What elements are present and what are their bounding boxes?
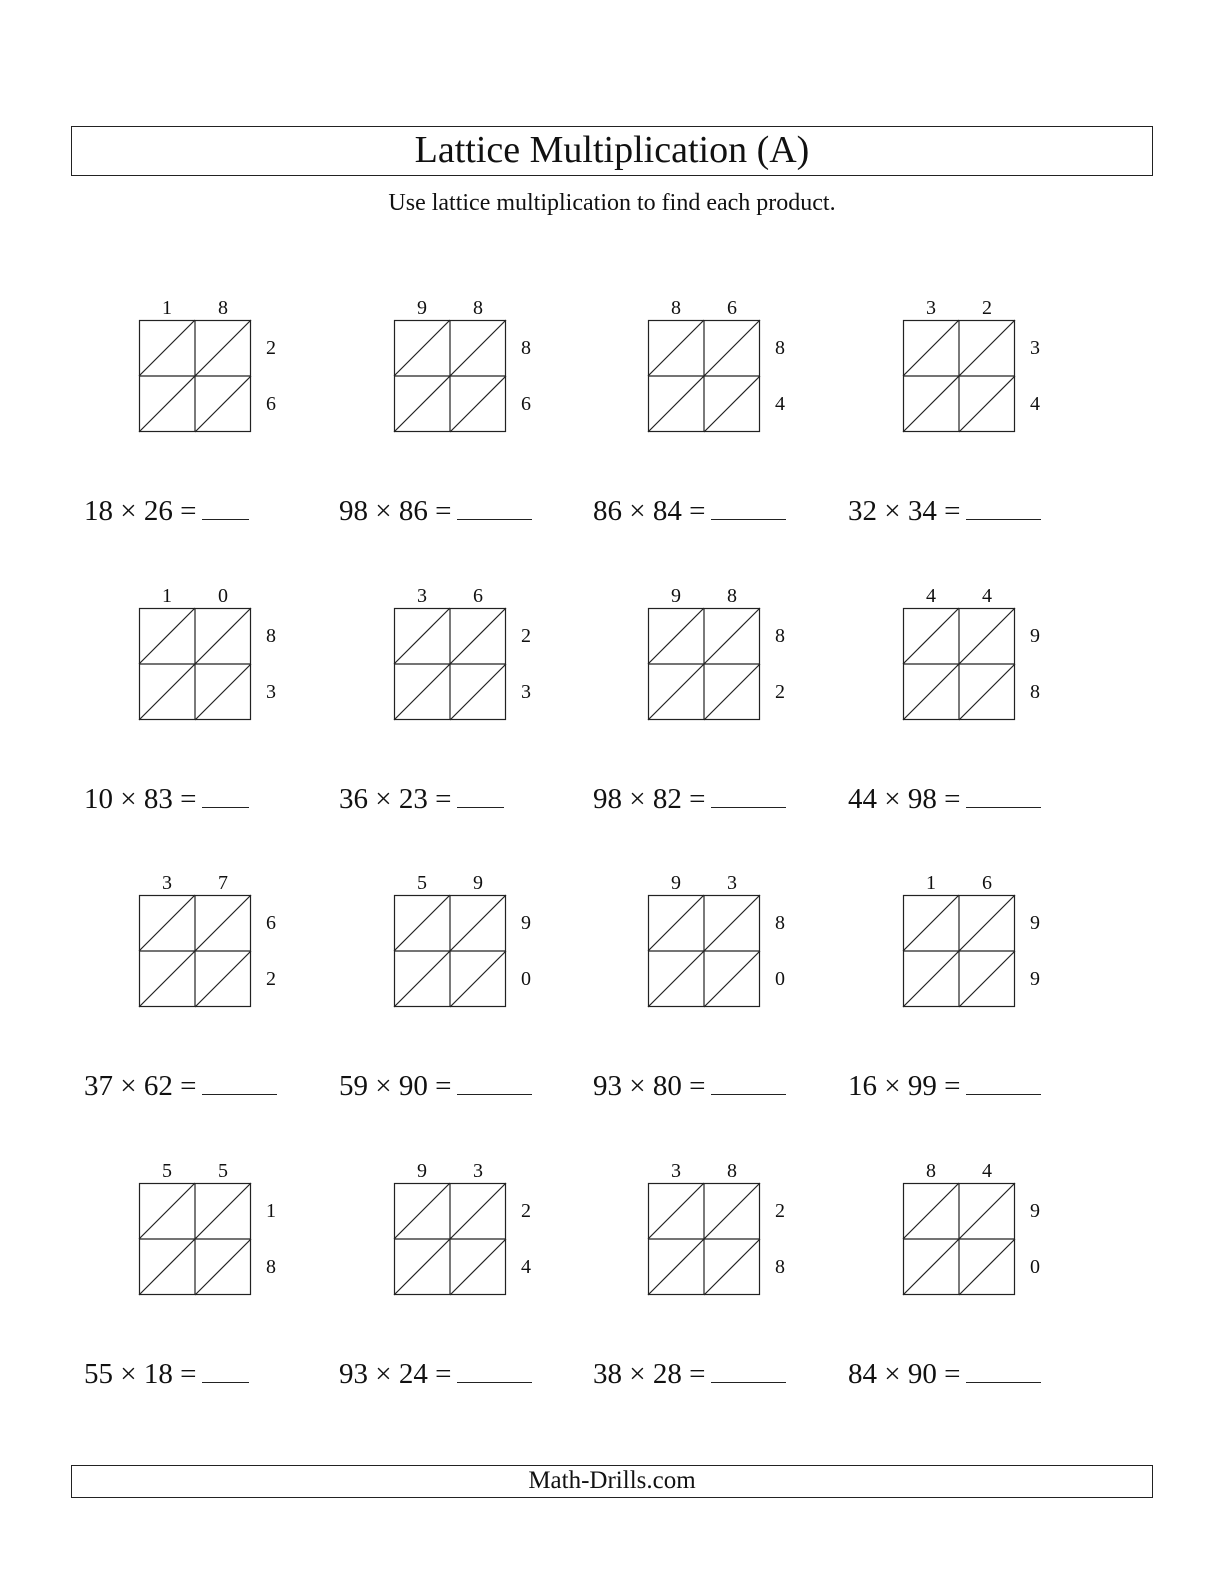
top-digit: 3 [417,585,427,607]
equation-text: 36 × 23 = [339,783,452,815]
equation-text: 44 × 98 = [848,783,961,815]
top-digit: 1 [162,297,172,319]
equation [593,1357,786,1391]
side-digit: 9 [1030,625,1040,647]
equation-text: 32 × 34 = [848,495,961,527]
side-digit: 4 [775,393,785,415]
side-digit: 6 [521,393,531,415]
lattice-grid[interactable] [394,895,506,1007]
side-digit: 8 [775,1256,785,1278]
answer-blank[interactable] [202,1358,249,1383]
top-digit: 4 [982,585,992,607]
lattice-problem [593,872,833,1135]
answer-blank[interactable] [966,1358,1041,1383]
lattice-problem [339,872,579,1135]
equation-text: 84 × 90 = [848,1358,961,1390]
side-digit: 6 [266,393,276,415]
equation-text: 10 × 83 = [84,783,197,815]
worksheet-title: Lattice Multiplication (A) [71,126,1153,176]
side-digit: 4 [521,1256,531,1278]
side-digit: 3 [266,681,276,703]
lattice-problem [848,297,1088,560]
answer-blank[interactable] [711,1070,786,1095]
lattice-problem [848,1160,1088,1423]
lattice-diagonal [139,1183,195,1239]
lattice-diagonal [139,320,195,376]
top-digit: 9 [671,585,681,607]
lattice-diagonal [959,951,1015,1007]
answer-blank[interactable] [711,495,786,520]
instructions-text: Use lattice multiplication to find each product. [388,190,836,216]
equation-text: 59 × 90 = [339,1070,452,1102]
lattice-diagonal [450,664,506,720]
side-digit: 0 [1030,1256,1040,1278]
lattice-diagonal [195,664,251,720]
lattice-diagonal [450,320,506,376]
lattice-grid[interactable] [648,320,760,432]
side-digit: 3 [521,681,531,703]
equation-text: 93 × 80 = [593,1070,706,1102]
lattice-diagonal [903,1183,959,1239]
equation-text: 55 × 18 = [84,1358,197,1390]
side-digit: 2 [266,968,276,990]
lattice-diagonal [903,376,959,432]
lattice-diagonal [959,1183,1015,1239]
lattice-diagonal [139,895,195,951]
lattice-diagonal [903,895,959,951]
side-digit: 8 [521,337,531,359]
lattice-diagonal [959,320,1015,376]
top-digit: 8 [727,1160,737,1182]
lattice-diagonal [648,608,704,664]
lattice-grid[interactable] [139,608,251,720]
lattice-diagonal [648,951,704,1007]
lattice-grid[interactable] [139,1183,251,1295]
lattice-diagonal [394,608,450,664]
lattice-grid[interactable] [648,608,760,720]
lattice-diagonal [959,664,1015,720]
lattice-grid[interactable] [903,320,1015,432]
lattice-problem [593,297,833,560]
lattice-diagonal [394,1239,450,1295]
side-digit: 8 [775,337,785,359]
answer-blank[interactable] [202,1070,277,1095]
lattice-diagonal [959,376,1015,432]
top-digit: 6 [982,872,992,894]
lattice-diagonal [648,320,704,376]
equation [339,1357,532,1391]
side-digit: 9 [1030,968,1040,990]
equation [593,1069,786,1103]
lattice-diagonal [959,608,1015,664]
lattice-diagonal [450,895,506,951]
top-digit: 8 [727,585,737,607]
equation [848,1357,1041,1391]
top-digit: 4 [982,1160,992,1182]
side-digit: 9 [1030,1200,1040,1222]
lattice-problem [593,1160,833,1423]
side-digit: 2 [775,681,785,703]
equation [84,494,249,528]
equation [593,782,786,816]
lattice-grid[interactable] [648,1183,760,1295]
equation-text: 16 × 99 = [848,1070,961,1102]
equation-text: 18 × 26 = [84,495,197,527]
side-digit: 0 [521,968,531,990]
lattice-diagonal [903,1239,959,1295]
lattice-diagonal [394,1183,450,1239]
top-digit: 3 [727,872,737,894]
equation [84,1069,277,1103]
side-digit: 8 [775,912,785,934]
equation-text: 86 × 84 = [593,495,706,527]
equation [848,1069,1041,1103]
lattice-diagonal [959,895,1015,951]
equation-text: 98 × 82 = [593,783,706,815]
lattice-grid[interactable] [648,895,760,1007]
equation [339,494,532,528]
top-digit: 5 [417,872,427,894]
lattice-problem [593,585,833,848]
lattice-diagonal [139,376,195,432]
equation [339,782,504,816]
equation [339,1069,532,1103]
lattice-problem [84,1160,324,1423]
equation [848,782,1041,816]
lattice-problem [339,585,579,848]
side-digit: 2 [266,337,276,359]
top-digit: 3 [162,872,172,894]
side-digit: 4 [1030,393,1040,415]
lattice-diagonal [139,951,195,1007]
lattice-diagonal [704,1239,760,1295]
lattice-diagonal [450,951,506,1007]
lattice-diagonal [195,376,251,432]
equation [848,494,1041,528]
lattice-diagonal [704,1183,760,1239]
lattice-diagonal [704,895,760,951]
equation-text: 93 × 24 = [339,1358,452,1390]
lattice-problem [339,297,579,560]
top-digit: 8 [926,1160,936,1182]
top-digit: 1 [926,872,936,894]
answer-blank[interactable] [457,1070,532,1095]
answer-blank[interactable] [457,783,504,808]
lattice-diagonal [195,895,251,951]
side-digit: 2 [775,1200,785,1222]
lattice-diagonal [195,320,251,376]
lattice-grid[interactable] [394,1183,506,1295]
lattice-diagonal [195,1183,251,1239]
lattice-diagonal [139,608,195,664]
answer-blank[interactable] [966,783,1041,808]
lattice-diagonal [195,951,251,1007]
lattice-grid[interactable] [394,320,506,432]
lattice-diagonal [450,376,506,432]
lattice-diagonal [394,664,450,720]
lattice-problem [84,585,324,848]
top-digit: 1 [162,585,172,607]
lattice-diagonal [394,320,450,376]
side-digit: 9 [1030,912,1040,934]
top-digit: 8 [218,297,228,319]
lattice-grid[interactable] [903,1183,1015,1295]
lattice-diagonal [903,608,959,664]
lattice-diagonal [704,376,760,432]
side-digit: 2 [521,1200,531,1222]
top-digit: 8 [671,297,681,319]
top-digit: 9 [671,872,681,894]
lattice-diagonal [450,1239,506,1295]
lattice-diagonal [704,320,760,376]
answer-blank[interactable] [202,495,249,520]
side-digit: 9 [521,912,531,934]
top-digit: 5 [162,1160,172,1182]
side-digit: 8 [775,625,785,647]
lattice-grid[interactable] [903,895,1015,1007]
lattice-diagonal [195,608,251,664]
answer-blank[interactable] [711,783,786,808]
top-digit: 0 [218,585,228,607]
lattice-diagonal [959,1239,1015,1295]
answer-blank[interactable] [966,1070,1041,1095]
top-digit: 7 [218,872,228,894]
equation-text: 38 × 28 = [593,1358,706,1390]
top-digit: 3 [926,297,936,319]
top-digit: 3 [473,1160,483,1182]
top-digit: 4 [926,585,936,607]
side-digit: 3 [1030,337,1040,359]
equation [593,494,786,528]
lattice-diagonal [394,376,450,432]
lattice-diagonal [903,320,959,376]
lattice-diagonal [139,1239,195,1295]
lattice-problem [84,297,324,560]
lattice-diagonal [450,608,506,664]
footer-credit: Math-Drills.com [71,1465,1153,1498]
answer-blank[interactable] [711,1358,786,1383]
answer-blank[interactable] [457,495,532,520]
top-digit: 8 [473,297,483,319]
lattice-grid[interactable] [139,895,251,1007]
lattice-diagonal [648,1183,704,1239]
side-digit: 6 [266,912,276,934]
top-digit: 9 [417,297,427,319]
lattice-diagonal [450,1183,506,1239]
lattice-diagonal [704,608,760,664]
lattice-diagonal [704,951,760,1007]
top-digit: 5 [218,1160,228,1182]
top-digit: 9 [417,1160,427,1182]
lattice-diagonal [648,376,704,432]
answer-blank[interactable] [202,783,249,808]
side-digit: 2 [521,625,531,647]
answer-blank[interactable] [457,1358,532,1383]
lattice-diagonal [195,1239,251,1295]
lattice-problem [84,872,324,1135]
side-digit: 8 [266,1256,276,1278]
lattice-diagonal [394,895,450,951]
lattice-diagonal [648,895,704,951]
lattice-problem [848,585,1088,848]
lattice-grid[interactable] [394,608,506,720]
side-digit: 1 [266,1200,276,1222]
equation [84,1357,249,1391]
lattice-diagonal [648,664,704,720]
equation [84,782,249,816]
top-digit: 6 [473,585,483,607]
equation-text: 37 × 62 = [84,1070,197,1102]
lattice-problem [339,1160,579,1423]
answer-blank[interactable] [966,495,1041,520]
lattice-problem [848,872,1088,1135]
top-digit: 2 [982,297,992,319]
lattice-diagonal [704,664,760,720]
lattice-grid[interactable] [903,608,1015,720]
top-digit: 3 [671,1160,681,1182]
lattice-diagonal [903,664,959,720]
equation-text: 98 × 86 = [339,495,452,527]
top-digit: 9 [473,872,483,894]
side-digit: 0 [775,968,785,990]
side-digit: 8 [1030,681,1040,703]
lattice-grid[interactable] [139,320,251,432]
top-digit: 6 [727,297,737,319]
side-digit: 8 [266,625,276,647]
lattice-diagonal [648,1239,704,1295]
lattice-diagonal [903,951,959,1007]
lattice-diagonal [394,951,450,1007]
lattice-diagonal [139,664,195,720]
